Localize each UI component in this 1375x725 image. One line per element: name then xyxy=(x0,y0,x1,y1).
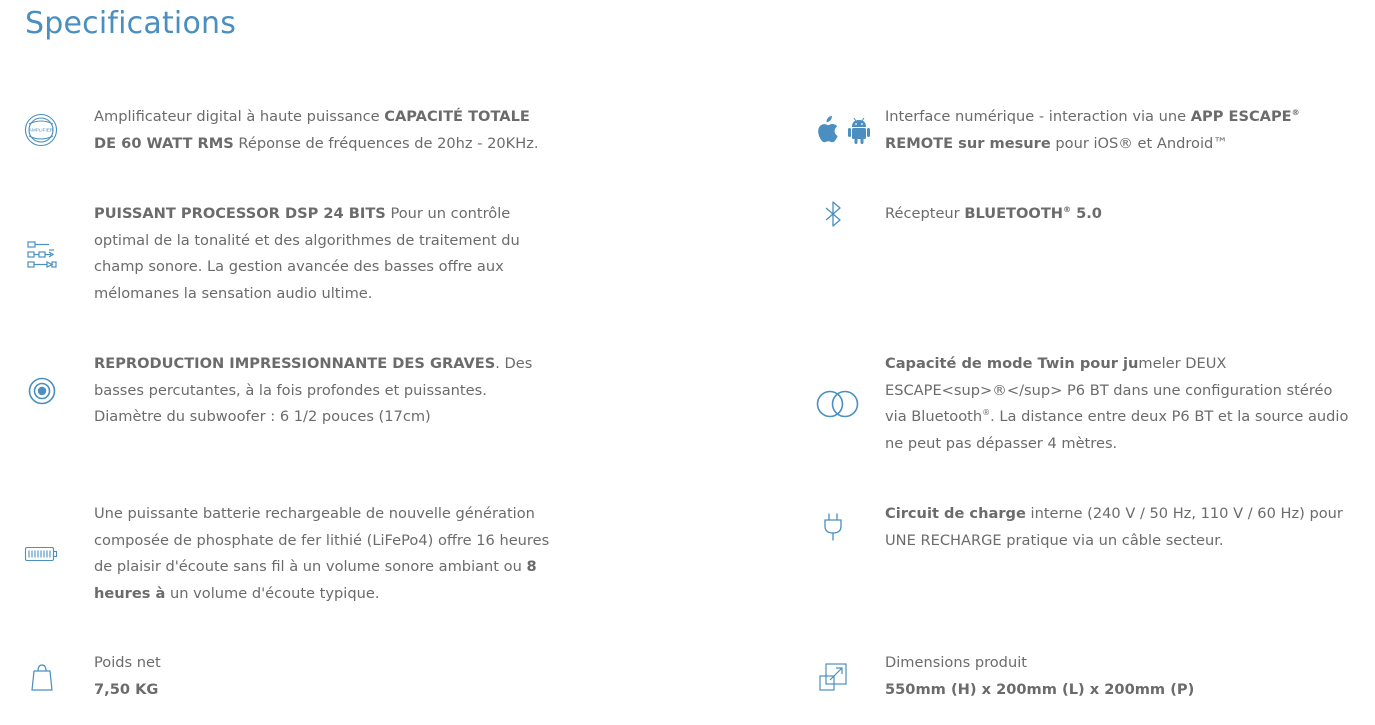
spec-text-plain: meler DEUX ESCAPE<sup>®</sup> P6 BT dans une configuration stéréo via Bluetooth xyxy=(885,355,1333,425)
amplifier-icon xyxy=(24,113,58,147)
registered-mark: ® xyxy=(1291,108,1300,118)
spec-text-plain: Récepteur xyxy=(885,205,965,222)
spec-twin-mode-text xyxy=(885,351,1355,457)
dimensions-icon xyxy=(816,660,850,694)
spec-label: Dimensions produit xyxy=(885,654,1027,671)
spec-text-bold: 8 heures à xyxy=(94,558,537,602)
bluetooth-icon xyxy=(816,198,850,232)
spec-charging-text xyxy=(885,501,1355,554)
spec-text-bold: REPRODUCTION IMPRESSIONNANTE DES GRAVES xyxy=(94,355,496,372)
spec-dimensions-text xyxy=(885,650,1355,703)
spec-dsp-text xyxy=(94,201,564,307)
spec-text-plain: . Des basses percutantes, à la fois profondes et puissantes. Diamètre du subwoofer : 6 1/2 pouces (17cm) xyxy=(94,355,533,425)
amplifier-icon-label: AMPLIFIER xyxy=(28,127,54,133)
spec-text-plain: pour iOS® et Android™ xyxy=(1050,134,1228,152)
spec-text-bold: PUISSANT PROCESSOR DSP 24 BITS xyxy=(94,205,386,222)
spec-text-plain: Réponse de fréquences de 20hz - 20KHz. xyxy=(233,134,539,152)
spec-value: 7,50 KG xyxy=(94,680,159,698)
spec-text-bold: 5.0 xyxy=(1071,205,1102,222)
registered-mark: ® xyxy=(1063,205,1071,215)
spec-text-bold: APP ESCAPE xyxy=(1190,108,1292,125)
spec-text-bold: CAPACITÉ TOTALE DE 60 WATT RMS xyxy=(94,108,530,152)
apple-icon xyxy=(813,115,839,145)
battery-icon xyxy=(24,537,58,571)
android-icon xyxy=(846,116,872,146)
plug-icon xyxy=(816,510,850,544)
spec-text-bold: REMOTE sur mesure xyxy=(885,134,1051,152)
spec-text-plain: . La distance entre deux P6 BT et la source audio ne peut pas dépasser 4 mètres. xyxy=(885,408,1349,452)
spec-text-plain: Une puissante batterie rechargeable de nouvelle génération composée de phosphate de fer lithié (LiFePo4) offre 16 heures de plaisir d'écoute sans fil à un volume sonore ambiant ou xyxy=(94,505,550,575)
spec-app-text xyxy=(885,104,1355,157)
registered-mark: ® xyxy=(982,408,991,418)
dsp-processor-icon xyxy=(25,238,59,272)
page-title: Specifications xyxy=(25,6,237,41)
spec-subwoofer-text xyxy=(94,351,556,431)
spec-text-bold: BLUETOOTH xyxy=(964,205,1063,222)
weight-icon xyxy=(25,660,59,694)
spec-text-plain: Interface numérique - interaction via une xyxy=(885,108,1191,125)
spec-weight-text xyxy=(94,650,554,703)
spec-text-bold: Circuit de charge xyxy=(885,505,1026,522)
spec-text-plain: un volume d'écoute typique. xyxy=(165,584,380,602)
spec-text-plain: Amplificateur digital à haute puissance xyxy=(94,108,385,125)
spec-battery-text xyxy=(94,501,556,607)
spec-value: 550mm (H) x 200mm (L) x 200mm (P) xyxy=(885,680,1195,698)
twin-mode-icon xyxy=(814,387,862,421)
spec-text-plain: interne (240 V / 50 Hz, 110 V / 60 Hz) pour UNE RECHARGE pratique via un câble secteur. xyxy=(885,505,1343,549)
spec-label: Poids net xyxy=(94,654,161,671)
spec-amplifier-text xyxy=(94,104,554,157)
spec-text-plain: Pour un contrôle optimal de la tonalité et des algorithmes de traitement du champ sonore. La gestion avancée des basses offre aux mélomanes la sensation audio ultime. xyxy=(94,205,520,302)
spec-text-bold: Capacité de mode Twin pour ju xyxy=(885,355,1139,372)
subwoofer-icon xyxy=(25,374,59,408)
spec-bluetooth-text xyxy=(885,201,1355,228)
